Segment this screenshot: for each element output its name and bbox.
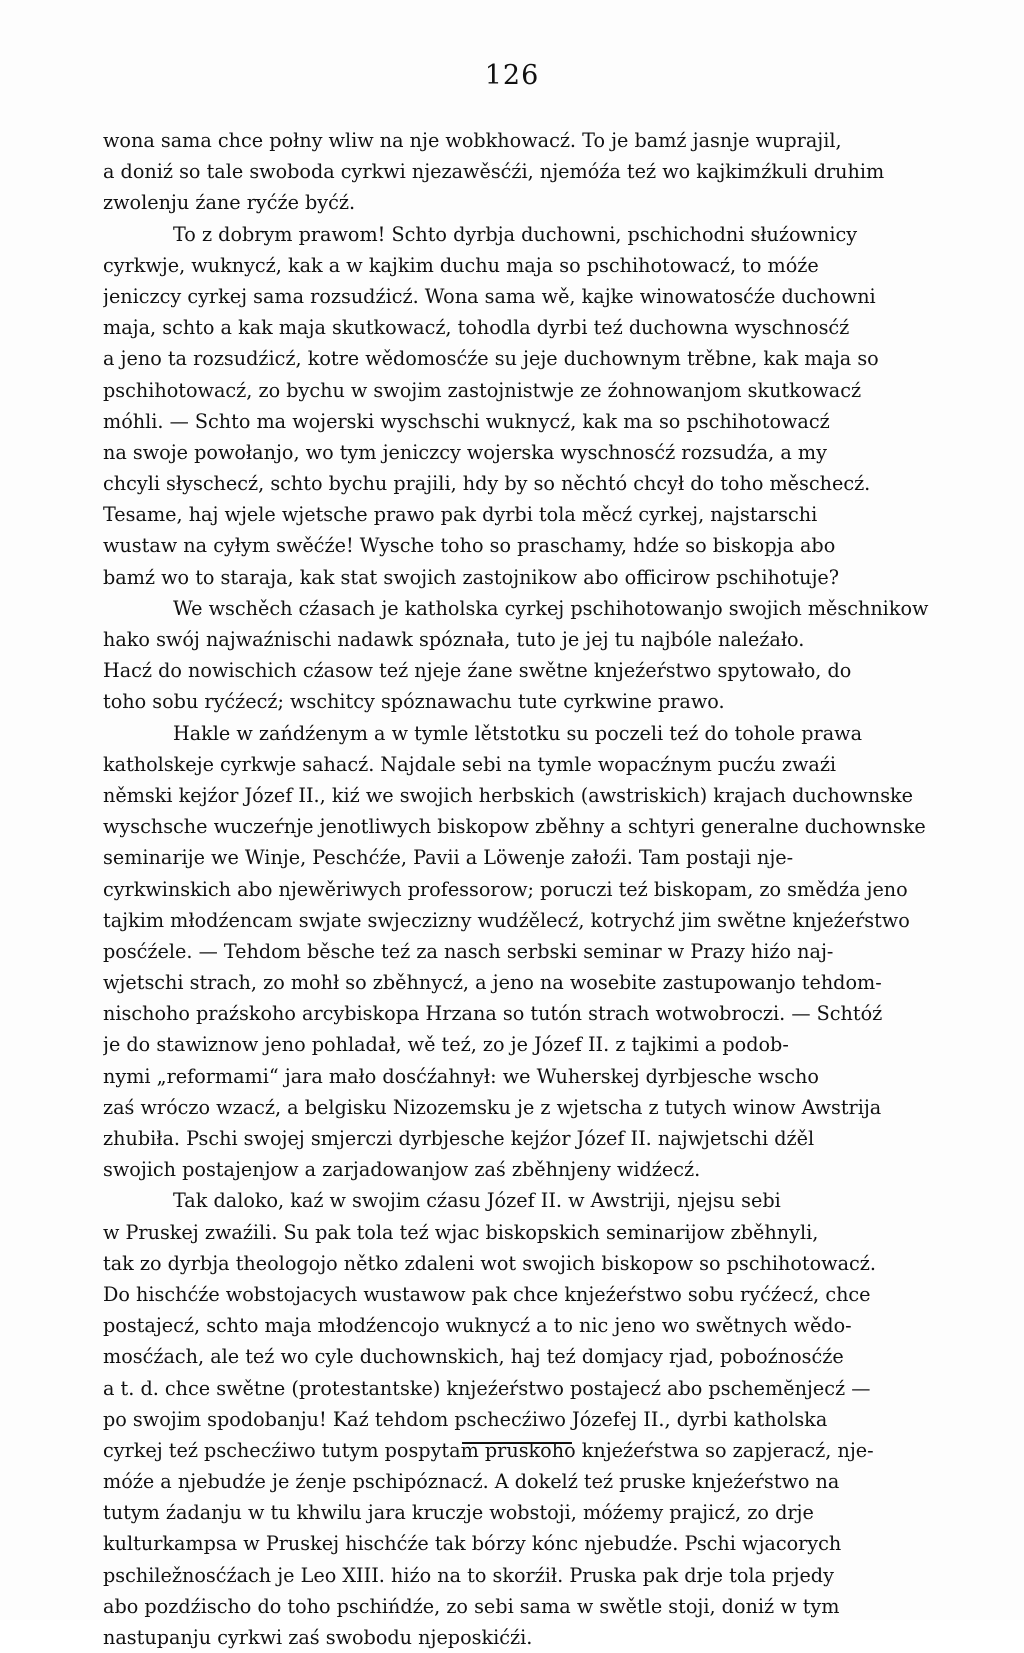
text-line: cyrkej teź pschecźiwo tutym pospytam pruskoho knjeźeŕstwa so zapjeracź, nje- <box>103 1438 874 1462</box>
text-line: kulturkampsa w Pruskej hischćźe tak bórzy kónc njebudźe. Pschi wjacorych <box>103 1532 842 1556</box>
text-line: nastupanju cyrkwi zaś swobodu njeposkićźi. <box>103 1626 533 1649</box>
text-line: móhli. — Schto ma wojerski wyschschi wuknycź, kak ma so pschihotowacź <box>103 409 830 433</box>
text-line: We wschěch cźasach je katholska cyrkej pschihotowanjo swojich měschnikow <box>173 596 929 620</box>
text-line: bamź wo to staraja, kak stat swojich zastojnikow abo officirow pschihotuje? <box>103 565 840 589</box>
text-line: abo pozdźischo do toho pschińdźe, zo sebi sama w swětle stoji, doniź w tym <box>103 1594 840 1618</box>
text-line: tak zo dyrbja theologojo nětko zdaleni wot swojich biskopow so pschihotowacź. <box>103 1251 876 1275</box>
text-line: wona sama chce połny wliw na nje wobkhowacź. To je bamź jasnje wuprajil, <box>103 129 842 152</box>
text-line: jeniczcy cyrkej sama rozsudźicź. Wona sama wě, kajke winowatosćźe duchowni <box>103 284 876 308</box>
text-line: wustaw na cyłym swěćźe! Wysche toho so praschamy, hdźe so biskopja abo <box>103 534 836 558</box>
text-line: nischoho praźskoho arcybiskopa Hrzana so tutón strach wotwobroczi. — Schtóź <box>103 1002 883 1026</box>
text-line: tajkim młodźencam swjate swjeczizny wudźělecź, kotrychź jim swětne knjeźeŕstwo <box>103 908 910 932</box>
text-line: w Pruskej zwaźili. Su pak tola teź wjac biskopskich seminarijow zběhnyli, <box>103 1220 819 1244</box>
text-line: pschihotowacź, zo bychu w swojim zastojnistwje ze źohnowanjom skutkowacź <box>103 378 862 402</box>
text-line: zaś wróczo wzacź, a belgisku Nizozemsku je z wjetscha z tutych winow Awstrija <box>103 1095 882 1119</box>
text-line: a jeno ta rozsudźicź, kotre wědomosćźe su jeje duchownym trěbne, kak maja so <box>103 347 879 371</box>
text-line: němski kejźor Józef II., kiź we swojich herbskich (awstriskich) krajach duchownske <box>103 783 914 807</box>
text-line: chcyli słyschecź, schto bychu prajili, hdy by so něchtó chcył do toho měschecź. <box>103 472 871 496</box>
text-line: maja, schto a kak maja skutkowacź, tohodla dyrbi teź duchowna wyschnosćź <box>103 316 850 340</box>
text-line: seminarije we Winje, Peschćźe, Pavii a Löwenje załoźi. Tam postaji nje- <box>103 846 794 870</box>
text-line: posćźele. — Tehdom běsche teź za nasch serbski seminar w Prazy hiźo naj- <box>103 939 834 963</box>
end-rule <box>462 1442 572 1444</box>
text-line: na swoje powołanjo, wo tym jeniczcy wojerska wyschnosćź rozsudźa, a my <box>103 440 827 464</box>
text-line: mosćźach, ale teź wo cyle duchownskich, haj teź domjacy rjad, poboźnosćźe <box>103 1345 844 1369</box>
page-number: 126 <box>484 60 540 91</box>
text-line: pschiležnosćźach je Leo XIII. hiźo na to skorźił. Pruska pak drje tola prjedy <box>103 1563 834 1587</box>
text-line: Tesame, haj wjele wjetsche prawo pak dyrbi tola měcź cyrkej, najstarschi <box>103 503 818 527</box>
text-line: zwolenju źane ryćźe byćź. <box>103 191 356 215</box>
text-line: postajecź, schto maja młodźencojo wuknycź a to nic jeno wo swětnych wědo- <box>103 1314 852 1338</box>
text-line: Hakle w zańdźenym a w tymle lětstotku su poczeli teź do tohole prawa <box>173 721 863 745</box>
text-line: Do hischćźe wobstojacych wustawow pak chce knjeźeŕstwo sobu ryćźecź, chce <box>103 1282 871 1306</box>
text-line: toho sobu ryćźecź; wschitcy spóznawachu tute cyrkwine prawo. <box>103 690 725 714</box>
text-line: Hacź do nowischich cźasow teź njeje źane swětne knjeźeŕstwo spytowało, do <box>103 659 852 683</box>
text-line: cyrkwinskich abo njewěriwych professorow; poruczi teź biskopam, zo smědźa jeno <box>103 877 908 901</box>
text-line: tutym źadanju w tu khwilu jara kruczje wobstoji, móźemy prajicź, zo drje <box>103 1501 814 1525</box>
text-line: a doniź so tale swoboda cyrkwi njezawěsćźi, njemóźa teź wo kajkimźkuli druhim <box>103 160 885 184</box>
text-line: To z dobrym prawom! Schto dyrbja duchowni, pschichodni słuźownicy <box>173 222 858 246</box>
text-line: je do stawiznow jeno pohladał, wě teź, zo je Józef II. z tajkimi a podob- <box>103 1033 789 1057</box>
text-line: swojich postajenjow a zarjadowanjow zaś zběhnjeny widźecź. <box>103 1158 701 1182</box>
text-line: wyschsche wuczeŕnje jenotliwych biskopow zběhny a schtyri generalne duchownske <box>103 815 926 839</box>
text-line: wjetschi strach, zo mohł so zběhnycź, a jeno na wosebite zastupowanjo tehdom- <box>103 971 882 995</box>
text-line: cyrkwje, wuknycź, kak a w kajkim duchu maja so pschihotowacź, to móźe <box>103 253 819 277</box>
text-line: hako swój najwaźnischi nadawk spóznała, tuto je jej tu najbóle naleźało. <box>103 628 805 651</box>
text-line: a t. d. chce swětne (protestantske) knjeźeŕstwo postajecź abo pschemĕnjecź — <box>103 1376 871 1400</box>
body-text <box>103 125 933 1653</box>
text-line: Tak daloko, kaź w swojim cźasu Józef II. w Awstriji, njejsu sebi <box>173 1189 781 1213</box>
text-line: móźe a njebudźe je źenje pschipóznacź. A dokelź teź pruske knjeźeŕstwo na <box>103 1470 840 1494</box>
text-line: po swojim spodobanju! Kaź tehdom pschecźiwo Józefej II., dyrbi katholska <box>103 1407 828 1431</box>
text-line: nymi „reformami“ jara mało dosćźahnył: we Wuherskej dyrbjesche wscho <box>103 1064 819 1088</box>
text-line: zhubiła. Pschi swojej smjerczi dyrbjesche kejźor Józef II. najwjetschi dźěl <box>103 1127 815 1150</box>
text-line: katholskeje cyrkwje sahacź. Najdale sebi na tymle wopacźnym pucźu zwaźi <box>103 752 837 776</box>
